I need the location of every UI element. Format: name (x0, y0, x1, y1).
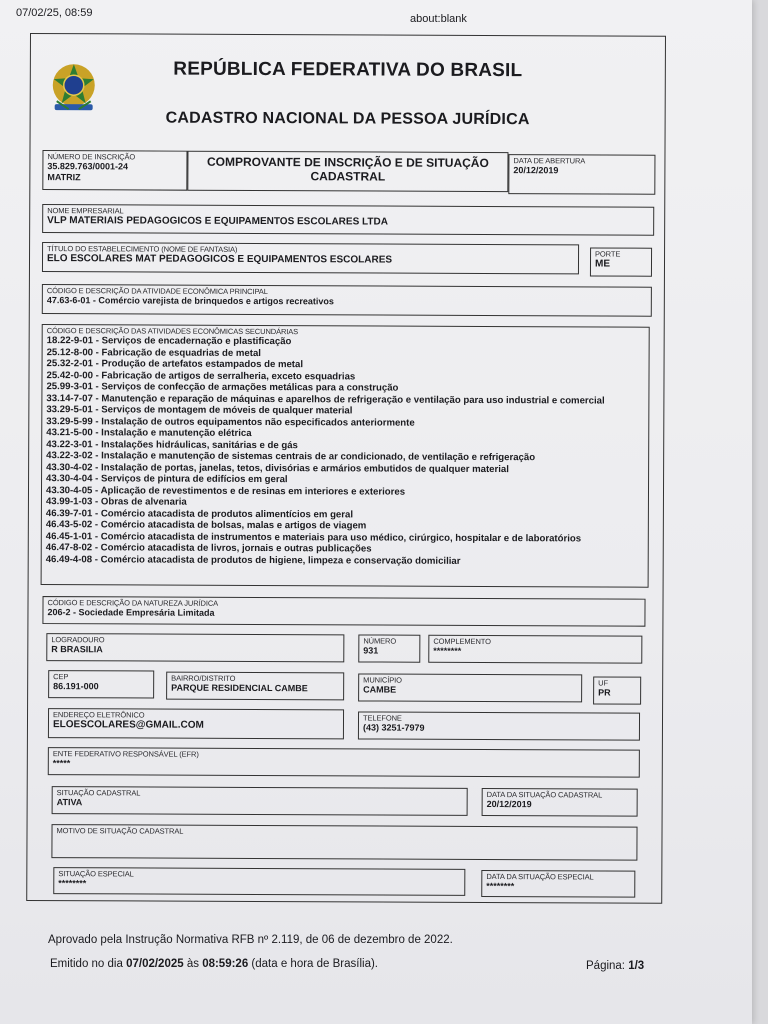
porte-box (590, 247, 652, 276)
atividade-secundaria-item: 43.22-3-01 - Instalações hidráulicas, sanitárias e de gás (46, 438, 298, 451)
data-situacao-especial-box (481, 870, 635, 898)
bairro-box (166, 672, 344, 701)
efr-value: ***** (52, 758, 71, 769)
atividade-secundaria-item: 25.42-0-00 - Fabricação de artigos de serralheria, exceto esquadrias (46, 369, 356, 382)
atividade-secundaria-item: 33.29-5-01 - Serviços de montagem de móveis de qualquer material (46, 404, 353, 417)
logradouro-value: R BRASILIA (51, 644, 103, 655)
atividade-secundaria-item: 25.99-3-01 - Serviços de confecção de armações metálicas para a construção (46, 381, 399, 394)
telefone-value: (43) 3251-7979 (362, 722, 425, 733)
logradouro-box (46, 633, 344, 662)
atividade-secundaria-item: 43.30-4-02 - Instalação de portas, janelas, tetos, divisórias e armários embutidos de qualquer material (46, 461, 509, 475)
fantasia-value: ELO ESCOLARES MAT PEDAGOGICOS E EQUIPAMENTOS ESCOLARES (46, 253, 393, 266)
fantasia-label: TÍTULO DO ESTABELECIMENTO (NOME DE FANTASIA) (47, 244, 238, 254)
uf-value: PR (598, 687, 611, 698)
telefone-box (358, 711, 640, 740)
atividade-principal-box (42, 284, 652, 317)
natureza-juridica-box (42, 596, 645, 627)
situacao-box (52, 786, 468, 816)
page-title: REPÚBLICA FEDERATIVA DO BRASIL (173, 58, 523, 82)
natureza-juridica-value: 206-2 - Sociedade Empresária Limitada (47, 607, 215, 618)
email-value: ELOESCOLARES@GMAIL.COM (52, 719, 204, 731)
abertura-box (508, 154, 655, 195)
data-situacao-label: DATA DA SITUAÇÃO CADASTRAL (486, 789, 603, 800)
comprovante-title: COMPROVANTE DE INSCRIÇÃO E DE SITUAÇÃO (207, 154, 489, 171)
inscricao-box (42, 150, 187, 191)
email-box (48, 708, 344, 739)
atividade-secundaria-item: 33.14-7-07 - Manutenção e reparação de máquinas e aparelhos de refrigeração e ventilação para uso industrial e comercial (46, 392, 605, 407)
data-situacao-especial-value: ******** (486, 880, 515, 892)
situacao-value: ATIVA (56, 797, 83, 808)
numero-value: 931 (363, 645, 379, 656)
data-situacao-value: 20/12/2019 (486, 798, 532, 810)
print-datetime: 07/02/25, 08:59 (16, 7, 93, 19)
cnpj-document-frame (26, 33, 666, 904)
numero-label: NÚMERO (363, 636, 397, 646)
data-situacao-box (482, 788, 638, 817)
atividade-secundaria-item: 46.47-8-02 - Comércio atacadista de livros, jornais e outras publicações (45, 542, 372, 555)
nome-empresarial-box (42, 204, 654, 236)
numero-box (358, 634, 420, 662)
cep-value: 86.191-000 (53, 681, 99, 692)
data-situacao-especial-label: DATA DA SITUAÇÃO ESPECIAL (486, 871, 594, 882)
print-url: about:blank (410, 13, 467, 25)
atividade-secundaria-item: 43.99-1-03 - Obras de alvenaria (45, 496, 187, 508)
emitted-date: 07/02/2025 (126, 958, 184, 970)
cep-box (48, 670, 154, 698)
natureza-juridica-label: CÓDIGO E DESCRIÇÃO DA NATUREZA JURÍDICA (47, 598, 219, 608)
comprovante-box (187, 151, 508, 192)
atividade-principal-label: CÓDIGO E DESCRIÇÃO DA ATIVIDADE ECONÔMICA PRINCIPAL (46, 286, 268, 297)
atividade-secundaria-item: 46.39-7-01 - Comércio atacadista de produtos alimentícios em geral (45, 507, 354, 520)
page-value: 1/3 (628, 960, 645, 972)
situacao-especial-box (53, 867, 465, 896)
page-label: Página: (586, 960, 629, 972)
bairro-label: BAIRRO/DISTRITO (171, 673, 236, 683)
emitted-mid: às (183, 958, 203, 970)
inscricao-number: 35.829.763/0001-24 (47, 161, 129, 172)
atividade-secundaria-item: 46.43-5-02 - Comércio atacadista de bolsas, malas e artigos de viagem (45, 519, 367, 532)
page-subtitle: CADASTRO NACIONAL DA PESSOA JURÍDICA (165, 109, 530, 129)
abertura-value: 20/12/2019 (513, 165, 559, 176)
atividade-secundaria-item: 33.29-5-99 - Instalação de outros equipamentos não especificados anteriormente (46, 415, 415, 429)
logradouro-label: LOGRADOURO (51, 635, 105, 645)
footer-page-number (586, 960, 644, 972)
municipio-label: MUNICÍPIO (363, 675, 402, 685)
emitted-time: 08:59:26 (202, 958, 249, 970)
cep-label: CEP (53, 672, 69, 682)
atividades-secundarias-box (41, 324, 650, 588)
atividade-secundaria-item: 43.30-4-05 - Aplicação de revestimentos e de resinas em interiores e exteriores (45, 484, 406, 498)
comprovante-title-line2: CADASTRAL (310, 169, 386, 184)
nome-empresarial-label: NOME EMPRESARIAL (47, 206, 124, 216)
atividade-secundaria-item: 43.21-5-00 - Instalação e manutenção elétrica (46, 427, 252, 439)
complemento-value: ******** (433, 645, 462, 656)
uf-label: UF (598, 678, 609, 688)
situacao-especial-value: ******** (58, 878, 87, 889)
porte-value: ME (594, 258, 611, 270)
atividade-secundaria-item: 46.45-1-01 - Comércio atacadista de instrumentos e materiais para uso médico, cirúrgico, hospitalar e de laboratórios (45, 530, 582, 544)
bairro-value: PARQUE RESIDENCIAL CAMBE (171, 682, 308, 694)
atividades-secundarias-label: CÓDIGO E DESCRIÇÃO DAS ATIVIDADES ECONÔMICAS SECUNDÁRIAS (46, 326, 299, 337)
atividade-secundaria-item: 43.30-4-04 - Serviços de pintura de edifícios em geral (46, 473, 288, 486)
abertura-label: DATA DE ABERTURA (513, 156, 586, 166)
complemento-label: COMPLEMENTO (433, 636, 491, 647)
fantasia-box (42, 242, 579, 274)
atividade-secundaria-item: 46.49-4-08 - Comércio atacadista de produtos de higiene, limpeza e conservação domiciliar (45, 553, 461, 567)
emitted-prefix: Emitido no dia (50, 958, 127, 970)
atividade-secundaria-item: 25.12-8-00 - Fabricação de esquadrias de metal (46, 346, 262, 359)
complemento-box (428, 635, 642, 664)
municipio-value: CAMBE (363, 684, 397, 695)
emitted-suffix: (data e hora de Brasília). (248, 958, 378, 970)
footer-approval: Aprovado pela Instrução Normativa RFB nº 2.119, de 06 de dezembro de 2022. (48, 934, 453, 946)
atividade-secundaria-item: 43.22-3-02 - Instalação e manutenção de sistemas centrais de ar condicionado, de ventilação e refrigeração (46, 450, 536, 464)
telefone-label: TELEFONE (362, 713, 402, 723)
atividades-secundarias-list (46, 335, 641, 568)
efr-box (48, 747, 640, 778)
atividade-secundaria-item: 18.22-9-01 - Serviços de encadernação e plastificação (46, 335, 292, 348)
atividade-principal-value: 47.63-6-01 - Comércio varejista de brinquedos e artigos recreativos (46, 295, 334, 307)
inscricao-label: NÚMERO DE INSCRIÇÃO (47, 152, 136, 162)
motivo-box (51, 824, 637, 861)
efr-label: ENTE FEDERATIVO RESPONSÁVEL (EFR) (52, 749, 199, 759)
motivo-label: MOTIVO DE SITUAÇÃO CADASTRAL (56, 826, 184, 836)
situacao-especial-label: SITUAÇÃO ESPECIAL (58, 869, 134, 879)
porte-label: PORTE (595, 249, 621, 259)
uf-box (593, 676, 641, 704)
situacao-label: SITUAÇÃO CADASTRAL (56, 788, 141, 798)
atividade-secundaria-item: 25.32-2-01 - Produção de artefatos estampados de metal (46, 358, 304, 371)
inscricao-type: MATRIZ (47, 172, 81, 183)
nome-empresarial-value: VLP MATERIAIS PEDAGOGICOS E EQUIPAMENTOS ESCOLARES LTDA (47, 215, 388, 228)
footer-emitted (50, 958, 378, 970)
email-label: ENDEREÇO ELETRÔNICO (53, 710, 145, 720)
municipio-box (358, 673, 582, 702)
